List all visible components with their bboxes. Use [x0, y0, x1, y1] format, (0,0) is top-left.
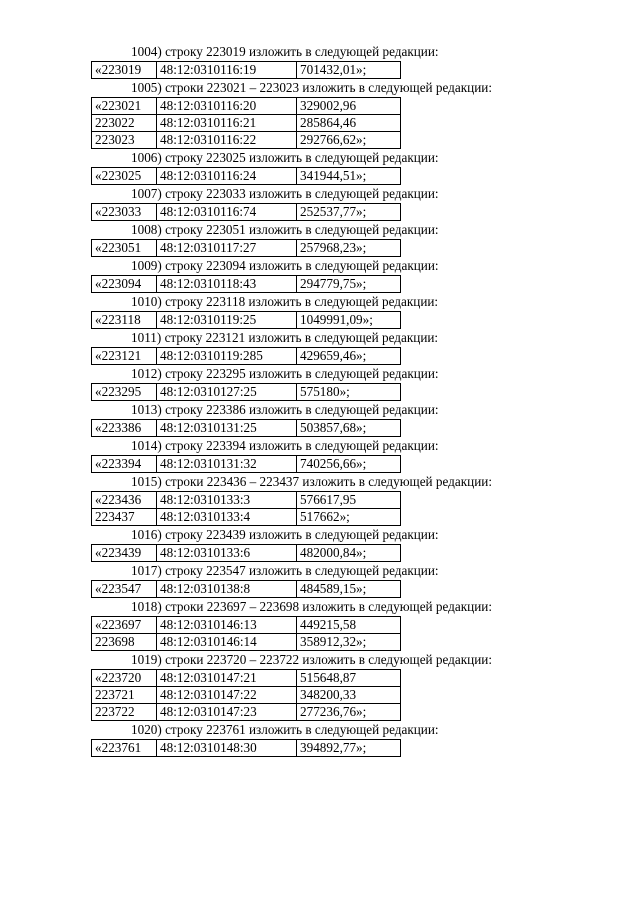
cadastral-number-cell: 48:12:0310133:6: [157, 545, 297, 562]
table-row: [92, 312, 401, 329]
amendment-table: [91, 544, 401, 562]
amendment-table: [91, 616, 401, 651]
value-cell: 517662»;: [297, 509, 401, 526]
value-cell: 482000,84»;: [297, 545, 401, 562]
value-cell: 257968,23»;: [297, 240, 401, 257]
amendment-heading: 1018) строки 223697 – 223698 изложить в следующей редакции:: [131, 599, 492, 614]
table-row: [92, 384, 401, 401]
amendment-heading: 1017) строку 223547 изложить в следующей редакции:: [131, 563, 439, 578]
table-row: [92, 276, 401, 293]
table-row: [92, 581, 401, 598]
cadastral-number-cell: 48:12:0310146:13: [157, 617, 297, 634]
value-cell: 429659,46»;: [297, 348, 401, 365]
row-number-cell: «223547: [92, 581, 157, 598]
cadastral-number-cell: 48:12:0310148:30: [157, 740, 297, 757]
value-cell: 503857,68»;: [297, 420, 401, 437]
row-number-cell: «223394: [92, 456, 157, 473]
amendment-table: [91, 455, 401, 473]
amendment-section: [91, 79, 561, 149]
table-row: [92, 132, 401, 149]
amendment-section: [91, 598, 561, 651]
row-number-cell: «223720: [92, 670, 157, 687]
value-cell: 484589,15»;: [297, 581, 401, 598]
amendment-table: [91, 419, 401, 437]
value-cell: 329002,96: [297, 98, 401, 115]
amendment-table: [91, 275, 401, 293]
amendment-section: [91, 257, 561, 293]
cadastral-number-cell: 48:12:0310147:21: [157, 670, 297, 687]
table-row: [92, 420, 401, 437]
document-body: [91, 43, 561, 757]
amendment-heading: 1013) строку 223386 изложить в следующей редакции:: [131, 402, 439, 417]
table-row: [92, 115, 401, 132]
row-number-cell: 223022: [92, 115, 157, 132]
table-row: [92, 509, 401, 526]
amendment-table: [91, 491, 401, 526]
cadastral-number-cell: 48:12:0310119:285: [157, 348, 297, 365]
amendment-table: [91, 167, 401, 185]
amendment-table: [91, 347, 401, 365]
table-row: [92, 617, 401, 634]
cadastral-number-cell: 48:12:0310117:27: [157, 240, 297, 257]
amendment-heading: 1009) строку 223094 изложить в следующей редакции:: [131, 258, 439, 273]
amendment-heading: 1010) строку 223118 изложить в следующей редакции:: [131, 294, 439, 309]
amendment-heading: 1007) строку 223033 изложить в следующей редакции:: [131, 186, 439, 201]
amendment-heading: 1005) строки 223021 – 223023 изложить в следующей редакции:: [131, 80, 492, 95]
cadastral-number-cell: 48:12:0310146:14: [157, 634, 297, 651]
cadastral-number-cell: 48:12:0310147:23: [157, 704, 297, 721]
amendment-table: [91, 203, 401, 221]
value-cell: 294779,75»;: [297, 276, 401, 293]
value-cell: 1049991,09»;: [297, 312, 401, 329]
amendment-table: [91, 61, 401, 79]
amendment-table: [91, 97, 401, 149]
cadastral-number-cell: 48:12:0310116:21: [157, 115, 297, 132]
table-row: [92, 240, 401, 257]
row-number-cell: «223386: [92, 420, 157, 437]
amendment-table: [91, 669, 401, 721]
row-number-cell: 223721: [92, 687, 157, 704]
cadastral-number-cell: 48:12:0310133:4: [157, 509, 297, 526]
row-number-cell: «223019: [92, 62, 157, 79]
value-cell: 394892,77»;: [297, 740, 401, 757]
cadastral-number-cell: 48:12:0310133:3: [157, 492, 297, 509]
value-cell: 575180»;: [297, 384, 401, 401]
value-cell: 285864,46: [297, 115, 401, 132]
amendment-section: [91, 43, 561, 79]
value-cell: 576617,95: [297, 492, 401, 509]
row-number-cell: «223033: [92, 204, 157, 221]
amendment-section: [91, 721, 561, 757]
value-cell: 358912,32»;: [297, 634, 401, 651]
table-row: [92, 348, 401, 365]
table-row: [92, 634, 401, 651]
amendment-section: [91, 221, 561, 257]
amendment-section: [91, 437, 561, 473]
amendment-section: [91, 651, 561, 721]
row-number-cell: «223439: [92, 545, 157, 562]
amendment-heading: 1008) строку 223051 изложить в следующей редакции:: [131, 222, 439, 237]
table-row: [92, 670, 401, 687]
value-cell: 277236,76»;: [297, 704, 401, 721]
amendment-section: [91, 149, 561, 185]
row-number-cell: «223295: [92, 384, 157, 401]
value-cell: 341944,51»;: [297, 168, 401, 185]
amendment-section: [91, 526, 561, 562]
amendment-heading: 1006) строку 223025 изложить в следующей редакции:: [131, 150, 439, 165]
row-number-cell: «223118: [92, 312, 157, 329]
amendment-heading: 1004) строку 223019 изложить в следующей редакции:: [131, 44, 439, 59]
amendment-heading: 1014) строку 223394 изложить в следующей редакции:: [131, 438, 439, 453]
cadastral-number-cell: 48:12:0310138:8: [157, 581, 297, 598]
row-number-cell: «223121: [92, 348, 157, 365]
amendment-table: [91, 239, 401, 257]
value-cell: 449215,58: [297, 617, 401, 634]
table-row: [92, 62, 401, 79]
cadastral-number-cell: 48:12:0310119:25: [157, 312, 297, 329]
amendment-table: [91, 739, 401, 757]
row-number-cell: 223698: [92, 634, 157, 651]
row-number-cell: «223761: [92, 740, 157, 757]
table-row: [92, 168, 401, 185]
row-number-cell: 223437: [92, 509, 157, 526]
cadastral-number-cell: 48:12:0310116:24: [157, 168, 297, 185]
amendment-table: [91, 383, 401, 401]
cadastral-number-cell: 48:12:0310116:20: [157, 98, 297, 115]
table-row: [92, 456, 401, 473]
cadastral-number-cell: 48:12:0310131:25: [157, 420, 297, 437]
table-row: [92, 704, 401, 721]
amendment-section: [91, 473, 561, 526]
amendment-section: [91, 329, 561, 365]
amendment-table: [91, 311, 401, 329]
table-row: [92, 204, 401, 221]
amendment-table: [91, 580, 401, 598]
cadastral-number-cell: 48:12:0310116:22: [157, 132, 297, 149]
amendment-section: [91, 562, 561, 598]
amendment-heading: 1019) строки 223720 – 223722 изложить в следующей редакции:: [131, 652, 492, 667]
row-number-cell: «223094: [92, 276, 157, 293]
value-cell: 348200,33: [297, 687, 401, 704]
row-number-cell: «223021: [92, 98, 157, 115]
amendment-section: [91, 365, 561, 401]
table-row: [92, 492, 401, 509]
cadastral-number-cell: 48:12:0310131:32: [157, 456, 297, 473]
cadastral-number-cell: 48:12:0310116:19: [157, 62, 297, 79]
row-number-cell: 223023: [92, 132, 157, 149]
amendment-section: [91, 401, 561, 437]
amendment-heading: 1020) строку 223761 изложить в следующей редакции:: [131, 722, 439, 737]
row-number-cell: «223697: [92, 617, 157, 634]
table-row: [92, 687, 401, 704]
cadastral-number-cell: 48:12:0310127:25: [157, 384, 297, 401]
value-cell: 701432,01»;: [297, 62, 401, 79]
value-cell: 740256,66»;: [297, 456, 401, 473]
amendment-heading: 1015) строки 223436 – 223437 изложить в следующей редакции:: [131, 474, 492, 489]
cadastral-number-cell: 48:12:0310147:22: [157, 687, 297, 704]
amendment-heading: 1016) строку 223439 изложить в следующей редакции:: [131, 527, 439, 542]
table-row: [92, 740, 401, 757]
row-number-cell: «223436: [92, 492, 157, 509]
amendment-heading: 1011) строку 223121 изложить в следующей редакции:: [131, 330, 439, 345]
cadastral-number-cell: 48:12:0310118:43: [157, 276, 297, 293]
row-number-cell: «223025: [92, 168, 157, 185]
table-row: [92, 545, 401, 562]
cadastral-number-cell: 48:12:0310116:74: [157, 204, 297, 221]
table-row: [92, 98, 401, 115]
amendment-heading: 1012) строку 223295 изложить в следующей редакции:: [131, 366, 439, 381]
row-number-cell: «223051: [92, 240, 157, 257]
amendment-section: [91, 293, 561, 329]
amendment-section: [91, 185, 561, 221]
value-cell: 252537,77»;: [297, 204, 401, 221]
value-cell: 292766,62»;: [297, 132, 401, 149]
value-cell: 515648,87: [297, 670, 401, 687]
row-number-cell: 223722: [92, 704, 157, 721]
